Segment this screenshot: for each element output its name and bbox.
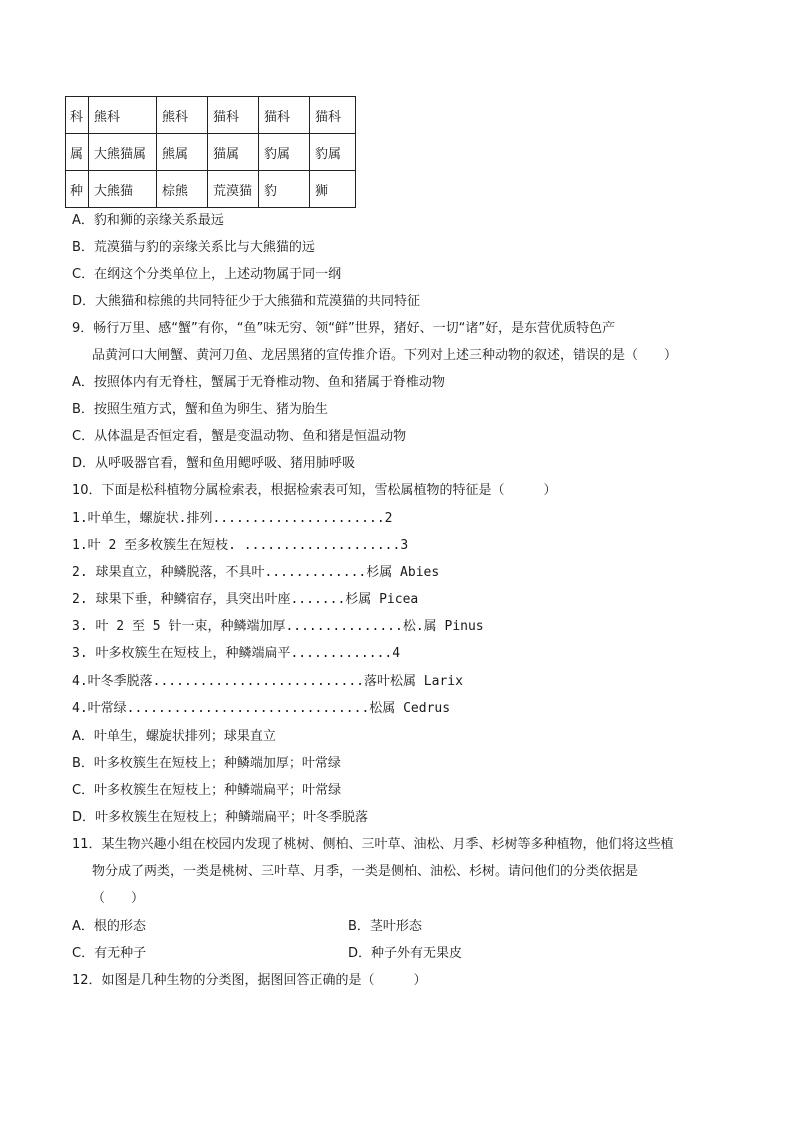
table-cell: 熊属 — [157, 134, 208, 171]
table-cell: 猫科 — [208, 97, 259, 134]
table-cell: 荒漠猫 — [208, 171, 259, 208]
q8-option-d: D．大熊猫和棕熊的共同特征少于大熊猫和荒漠猫的共同特征 — [72, 294, 421, 309]
key-line: 3. 叶多枚簇生在短枝上，种鳞端扁平.............4 — [72, 646, 401, 661]
q9-stem: 9．畅行万里、感“蟹”有你，“鱼”味无穷、领“鲜”世界，猪好、一切“诸”好，是东营优质特色产 — [72, 321, 616, 336]
q9-option-b: B．按照生殖方式，蟹和鱼为卵生、猪为胎生 — [72, 402, 328, 417]
q9-option-a: A．按照体内有无脊柱，蟹属于无脊椎动物、鱼和猪属于脊椎动物 — [72, 375, 445, 390]
table-cell: 棕熊 — [157, 171, 208, 208]
table-cell: 大熊猫属 — [89, 134, 157, 171]
q12-stem: 12．如图是几种生物的分类图，据图回答正确的是（ ） — [72, 973, 427, 988]
table-cell: 熊科 — [89, 97, 157, 134]
table-cell: 猫属 — [208, 134, 259, 171]
table-row-genus — [66, 134, 356, 171]
q9-option-d: D．从呼吸器官看，蟹和鱼用鳃呼吸、猪用肺呼吸 — [72, 456, 356, 471]
table-cell: 科 — [66, 97, 89, 134]
table-cell: 大熊猫 — [89, 171, 157, 208]
classification-table — [65, 96, 356, 208]
q10-option-b: B．叶多枚簇生在短枝上；种鳞端加厚；叶常绿 — [72, 756, 341, 771]
q11-option-c: C．有无种子 — [72, 946, 147, 961]
key-line: 1.叶 2 至多枚簇生在短枝. ....................3 — [72, 538, 409, 553]
table-row-species — [66, 171, 356, 208]
table-cell: 属 — [66, 134, 89, 171]
q10-stem: 10．下面是松科植物分属检索表，根据检索表可知，雪松属植物的特征是（ ） — [72, 483, 557, 498]
table-row-family — [66, 97, 356, 134]
key-line: 2. 球果下垂，种鳞宿存，具突出叶座.......杉属 Picea — [72, 592, 419, 607]
table-cell: 种 — [66, 171, 89, 208]
q11-option-d: D．种子外有无果皮 — [348, 946, 463, 961]
table-cell: 猫科 — [310, 97, 356, 134]
table-cell: 豹属 — [310, 134, 356, 171]
q10-option-d: D．叶多枚簇生在短枝上；种鳞端扁平；叶冬季脱落 — [72, 810, 369, 825]
table-cell: 豹 — [259, 171, 310, 208]
key-line: 4.叶冬季脱落...........................落叶松属 Larix — [72, 674, 463, 689]
q10-option-a: A．叶单生，螺旋状排列；球果直立 — [72, 729, 276, 744]
key-line: 3. 叶 2 至 5 针一束，种鳞端加厚...............松.属 Pinus — [72, 619, 484, 634]
q11-option-a: A．根的形态 — [72, 919, 146, 934]
table-cell: 猫科 — [259, 97, 310, 134]
q11-stem-cont: 物分成了两类，一类是桃树、三叶草、月季，一类是侧柏、油松、杉树。请问他们的分类依据是 — [92, 864, 639, 879]
key-line: 4.叶常绿...............................松属 Cedrus — [72, 701, 451, 716]
q11-stem: 11．某生物兴趣小组在校园内发现了桃树、侧柏、三叶草、油松、月季、杉树等多种植物，他们将这些植 — [72, 837, 674, 852]
q9-stem-cont: 品黄河口大闸蟹、黄河刀鱼、龙居黑猪的宣传推介语。下列对上述三种动物的叙述，错误的是（ ） — [92, 348, 678, 363]
key-line: 1.叶单生，螺旋状.排列......................2 — [72, 511, 393, 526]
table-cell: 熊科 — [157, 97, 208, 134]
q11-answer-blank: （ ） — [92, 891, 145, 906]
q8-option-c: C．在纲这个分类单位上，上述动物属于同一纲 — [72, 267, 342, 282]
table-cell: 狮 — [310, 171, 356, 208]
q9-option-c: C．从体温是否恒定看，蟹是变温动物、鱼和猪是恒温动物 — [72, 429, 407, 444]
q11-option-b: B．茎叶形态 — [348, 919, 422, 934]
key-line: 2. 球果直立，种鳞脱落，不具叶.............杉属 Abies — [72, 565, 440, 580]
q8-option-a: A．豹和狮的亲缘关系最远 — [72, 213, 224, 228]
table-cell: 豹属 — [259, 134, 310, 171]
q10-option-c: C．叶多枚簇生在短枝上；种鳞端扁平；叶常绿 — [72, 783, 342, 798]
q8-option-b: B．荒漠猫与豹的亲缘关系比与大熊猫的远 — [72, 240, 315, 255]
